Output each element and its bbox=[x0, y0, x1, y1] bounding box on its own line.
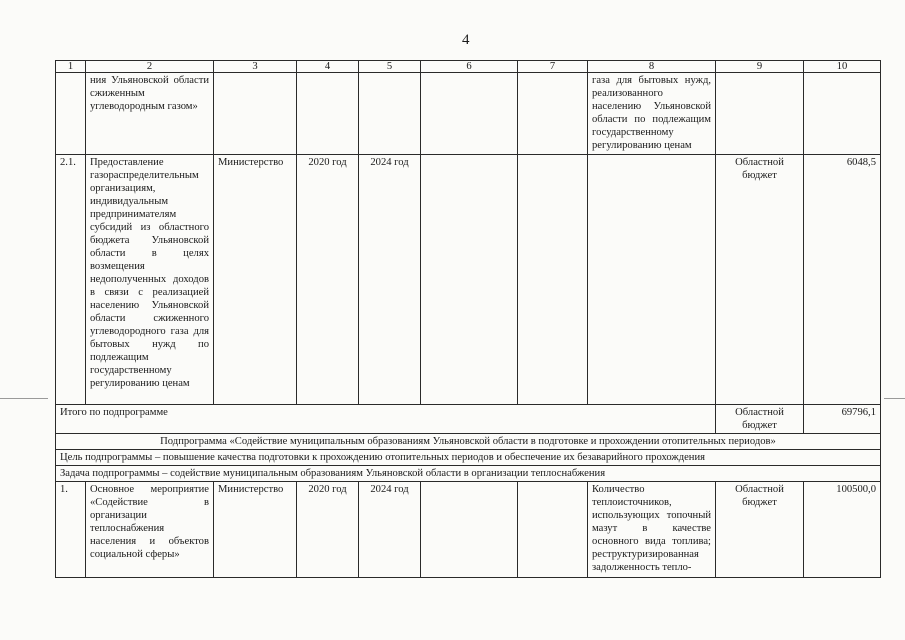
indicator-cell: газа для бытовых нужд, реализованного населению Ульяновской области по подлежащим государственному регулированию ценам bbox=[588, 73, 716, 155]
table-cell bbox=[518, 73, 588, 155]
start-year-cell: 2020 год bbox=[297, 155, 359, 405]
total-amount: 69796,1 bbox=[804, 405, 881, 434]
col-header: 3 bbox=[214, 61, 297, 73]
total-funding-source: Областной бюджет bbox=[716, 405, 804, 434]
subprogram-goal: Цель подпрограммы – повышение качества подготовки к прохождению отопительных периодов и обеспечение их безаварийного прохождения bbox=[56, 450, 881, 466]
subprogram-title-row bbox=[56, 434, 881, 450]
table-cell bbox=[804, 73, 881, 155]
funding-source-cell: Областной бюджет bbox=[716, 482, 804, 578]
start-year-cell: 2020 год bbox=[297, 482, 359, 578]
amount-cell: 6048,5 bbox=[804, 155, 881, 405]
col-header: 7 bbox=[518, 61, 588, 73]
measure-name-cell: Основное мероприятие «Содействие в организации теплоснабжения населения и объектов социальной сферы» bbox=[86, 482, 214, 578]
table-cell bbox=[518, 155, 588, 405]
amount-cell: 100500,0 bbox=[804, 482, 881, 578]
table-row bbox=[56, 155, 881, 405]
col-header: 4 bbox=[297, 61, 359, 73]
indicator-cell: Количество теплоисточников, использующих топочный мазут в качестве основного вида топлива; реструктуризированная задолженность тепло- bbox=[588, 482, 716, 578]
table-row bbox=[56, 482, 881, 578]
table-cell bbox=[588, 155, 716, 405]
col-header: 5 bbox=[359, 61, 421, 73]
table-cell bbox=[421, 482, 518, 578]
table-cell bbox=[297, 73, 359, 155]
measure-name-cell: Предоставление газораспределительным организациям, индивидуальным предпринимателям субсидий из областного бюджета Ульяновской области в целях возмещения недополученных доходов в связи с реализацией населению Ульяновской области сжиженного углеводородного газа для бытовых нужд по подлежащим государственному регулированию ценам bbox=[86, 155, 214, 405]
table-cell bbox=[716, 73, 804, 155]
table-cell bbox=[421, 73, 518, 155]
program-table bbox=[55, 60, 881, 578]
measure-name-cell: ния Ульяновской области сжиженным углеводородным газом» bbox=[86, 73, 214, 155]
table-cell bbox=[56, 73, 86, 155]
header-row bbox=[56, 61, 881, 73]
col-header: 1 bbox=[56, 61, 86, 73]
table-cell bbox=[359, 73, 421, 155]
row-number-cell: 1. bbox=[56, 482, 86, 578]
col-header: 2 bbox=[86, 61, 214, 73]
col-header: 8 bbox=[588, 61, 716, 73]
total-row bbox=[56, 405, 881, 434]
subprogram-title: Подпрограмма «Содействие муниципальным образованиям Ульяновской области в подготовке и прохождении отопительных периодов» bbox=[56, 434, 881, 450]
subprogram-task-row bbox=[56, 466, 881, 482]
scan-mark bbox=[0, 398, 48, 399]
table-row bbox=[56, 73, 881, 155]
col-header: 9 bbox=[716, 61, 804, 73]
total-label: Итого по подпрограмме bbox=[56, 405, 716, 434]
end-year-cell: 2024 год bbox=[359, 155, 421, 405]
end-year-cell: 2024 год bbox=[359, 482, 421, 578]
funding-source-cell: Областной бюджет bbox=[716, 155, 804, 405]
table-cell bbox=[518, 482, 588, 578]
table-cell bbox=[214, 73, 297, 155]
executor-cell: Министерство bbox=[214, 155, 297, 405]
subprogram-goal-row bbox=[56, 450, 881, 466]
scan-mark bbox=[884, 398, 905, 399]
executor-cell: Министерство bbox=[214, 482, 297, 578]
subprogram-task: Задача подпрограммы – содействие муниципальным образованиям Ульяновской области в организации теплоснабжения bbox=[56, 466, 881, 482]
col-header: 10 bbox=[804, 61, 881, 73]
table-cell bbox=[421, 155, 518, 405]
page-number: 4 bbox=[462, 32, 470, 48]
row-number-cell: 2.1. bbox=[56, 155, 86, 405]
col-header: 6 bbox=[421, 61, 518, 73]
